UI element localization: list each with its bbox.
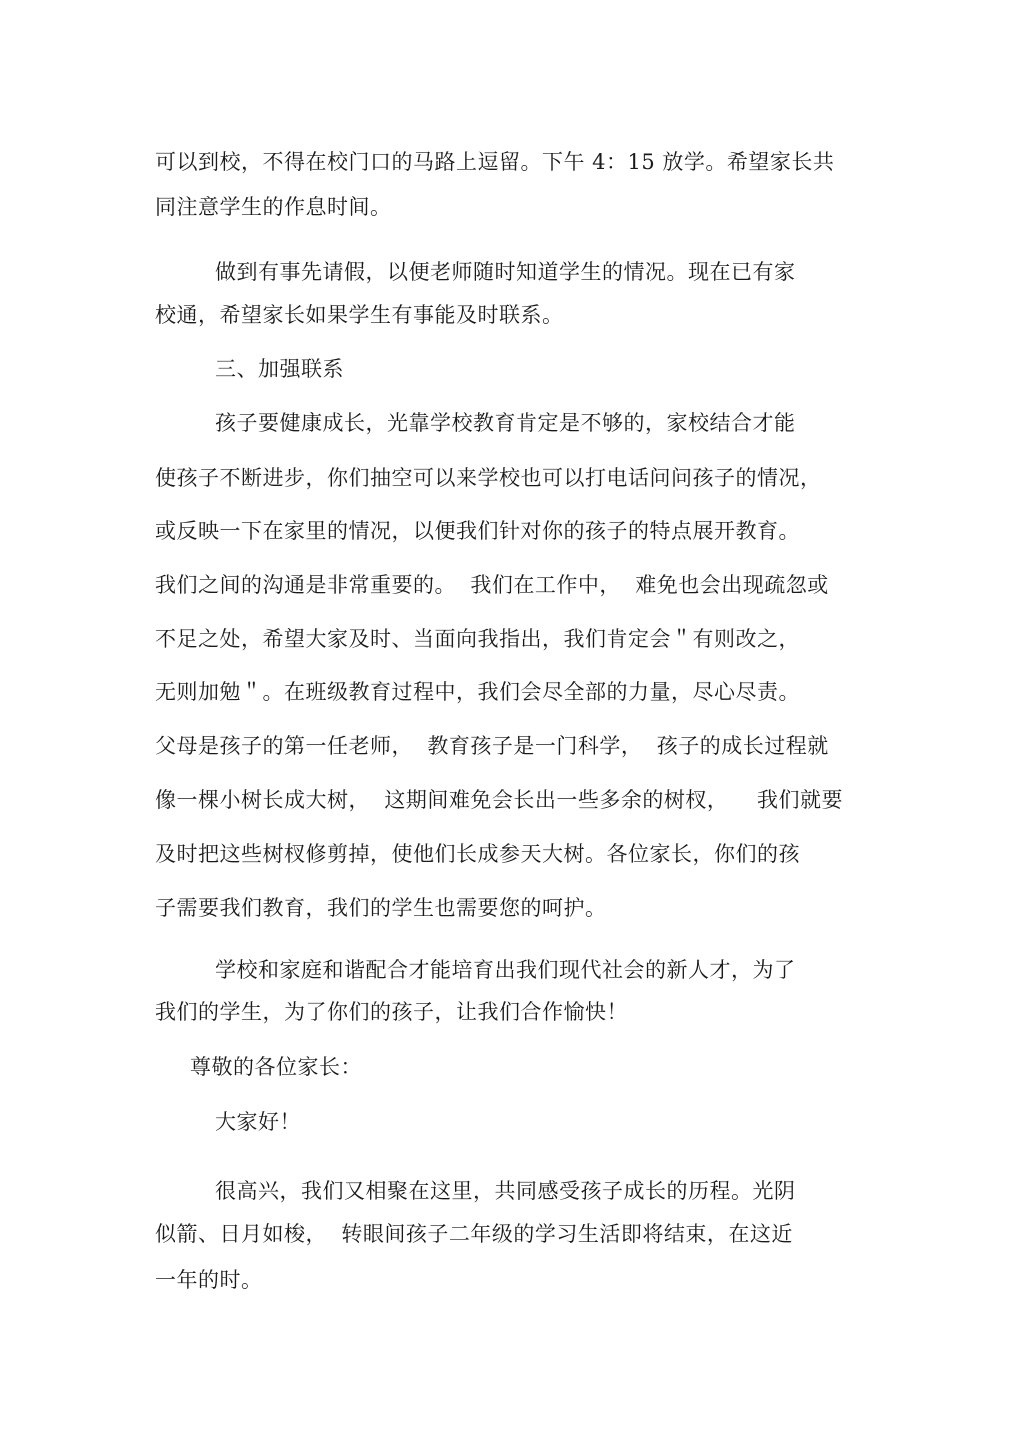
text-line: 很高兴，我们又相聚在这里，共同感受孩子成长的历程。光阴 <box>215 1179 796 1203</box>
text-line: 父母是孩子的第一任老师， 教育孩子是一门科学， 孩子的成长过程就 <box>155 734 829 758</box>
text-line: 无则加勉＂。在班级教育过程中，我们会尽全部的力量，尽心尽责。 <box>155 680 800 704</box>
section-heading: 三、加强联系 <box>215 357 344 381</box>
text-line: 孩子要健康成长，光靠学校教育肯定是不够的，家校结合才能 <box>215 411 796 435</box>
text-line: 同注意学生的作息时间。 <box>155 195 392 219</box>
text-line: 我们之间的沟通是非常重要的。 我们在工作中， 难免也会出现疏忽或 <box>155 573 829 597</box>
text-line: 做到有事先请假，以便老师随时知道学生的情况。现在已有家 <box>215 260 796 284</box>
text-line: 校通，希望家长如果学生有事能及时联系。 <box>155 303 564 327</box>
text-line: 学校和家庭和谐配合才能培育出我们现代社会的新人才，为了 <box>215 958 796 982</box>
text-line: 或反映一下在家里的情况，以便我们针对你的孩子的特点展开教育。 <box>155 519 800 543</box>
text-line: 使孩子不断进步，你们抽空可以来学校也可以打电话问问孩子的情况， <box>155 466 822 490</box>
greeting: 大家好！ <box>215 1110 301 1134</box>
text-line: 可以到校，不得在校门口的马路上逗留。下午 4：15 放学。希望家长共 <box>155 150 835 174</box>
text-line: 似箭、日月如梭， 转眼间孩子二年级的学习生活即将结束，在这近 <box>155 1222 793 1246</box>
text-line: 不足之处，希望大家及时、当面向我指出，我们肯定会＂有则改之， <box>155 627 800 651</box>
text-line: 一年的时。 <box>155 1268 263 1292</box>
text-line: 子需要我们教育，我们的学生也需要您的呵护。 <box>155 896 607 920</box>
salutation: 尊敬的各位家长： <box>190 1055 362 1079</box>
text-line: 我们的学生，为了你们的孩子，让我们合作愉快！ <box>155 1000 628 1024</box>
text-line: 及时把这些树杈修剪掉，使他们长成参天大树。各位家长，你们的孩 <box>155 842 800 866</box>
text-line: 像一棵小树长成大树， 这期间难免会长出一些多余的树杈， 我们就要 <box>155 788 844 812</box>
